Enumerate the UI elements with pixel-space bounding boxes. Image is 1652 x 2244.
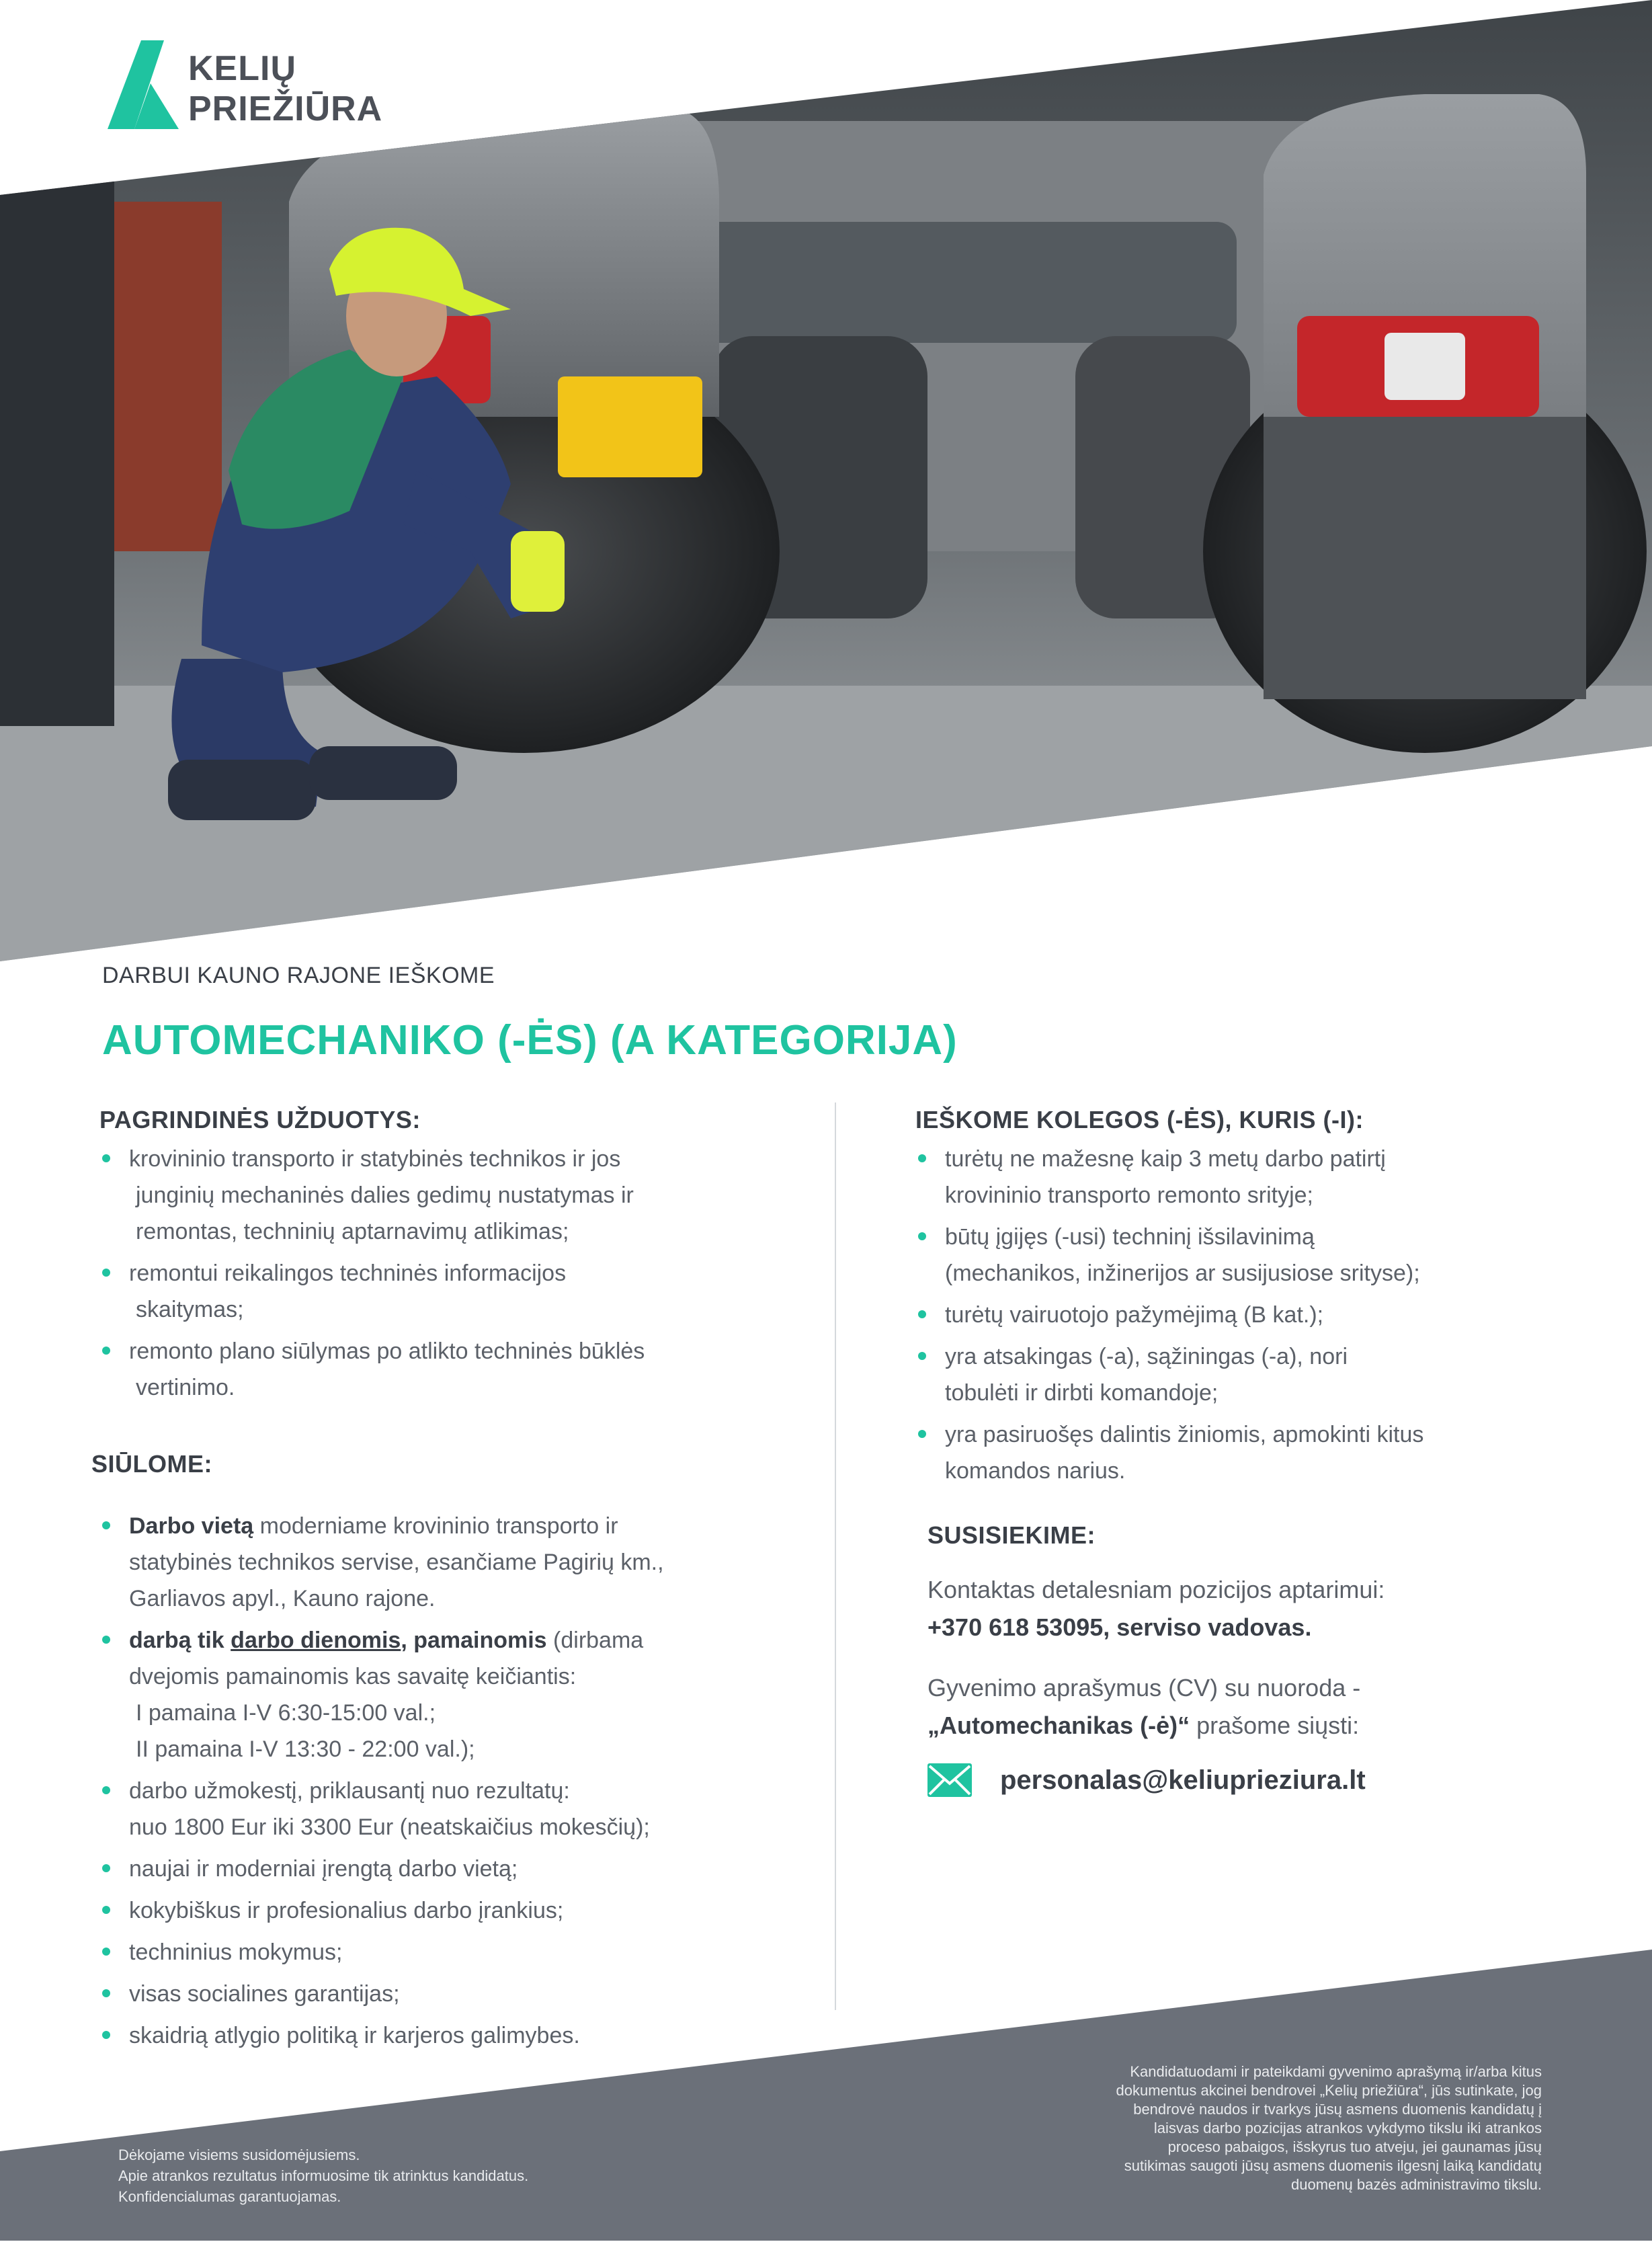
list-item: skaidrią atlygio politiką ir karjeros galimybes.	[99, 2017, 812, 2054]
email-link[interactable]: personalas@keliuprieziura.lt	[1000, 1765, 1366, 1795]
footer-thanks: Dėkojame visiems susidomėjusiems. Apie atrankos rezultatus informuosime tik atrinktus kandidatus. Konfidencialumas garantuojamas.	[118, 2147, 529, 2205]
list-item: darbo užmokestį, priklausantį nuo rezultatų: nuo 1800 Eur iki 3300 Eur (neatskaičius mokesčių);	[99, 1773, 812, 1845]
logo-line-2: PRIEŽIŪRA	[188, 89, 383, 128]
list-item: yra atsakingas (-a), sąžiningas (-a), nori tobulėti ir dirbti komandoje;	[915, 1338, 1561, 1411]
cv-instruction: Gyvenimo aprašymus (CV) su nuoroda -	[927, 1674, 1361, 1701]
offer-heading: SIŪLOME:	[91, 1450, 212, 1478]
requirements-list	[915, 1141, 1561, 1489]
list-item: yra pasiruošęs dalintis žiniomis, apmokinti kitus komandos narius.	[915, 1416, 1561, 1489]
email-row	[927, 1763, 1561, 1797]
footer-privacy-notice: Kandidatuodami ir pateikdami gyvenimo aprašymą ir/arba kitus dokumentus akcinei bendrovei „Kelių priežiūra“, jūs sutinkate, jog bendrovė naudos ir tvarkys jūsų asmens duomenis kandidatų į laisvas darbo pozicijas atrankos vykdymo tikslu iki atrankos proceso pabaigos, išskyrus tuo atveju, jei gaunamas jūsų sutikimas saugoti jūsų asmens duomenis ilgesnį laiką kandidatų duomenų bazės administravimo tikslu.	[1116, 2063, 1542, 2193]
list-item: techninius mokymus;	[99, 1934, 812, 1970]
requirements-heading: IEŠKOME KOLEGOS (-ĖS), KURIS (-I):	[915, 1106, 1364, 1133]
list-item: darbą tik darbo dienomis, pamainomis (dirbama dvejomis pamainomis kas savaitę keičiantis: I pamaina I-V 6:30-15:00 val.; II pamaina I-V 13:30 - 22:00 val.);	[99, 1622, 812, 1767]
logo-text	[188, 48, 382, 129]
contact-phone[interactable]: +370 618 53095, serviso vadovas.	[927, 1613, 1312, 1641]
list-item: turėtų vairuotojo pažymėjimą (B kat.);	[915, 1297, 1561, 1333]
contact-heading: SUSISIEKIME:	[927, 1521, 1096, 1549]
truck-mechanic-illustration	[0, 0, 1652, 961]
list-item: remontui reikalingos techninės informacijos skaitymas;	[99, 1255, 812, 1328]
contact-block	[927, 1571, 1561, 1797]
list-item: Darbo vietą moderniame krovininio transporto ir statybinės technikos servise, esančiame Pagirių km., Garliavos apyl., Kauno rajone.	[99, 1508, 812, 1617]
logo-mark-icon	[108, 40, 181, 134]
contact-line: Kontaktas detalesniam pozicijos aptarimui:	[927, 1576, 1385, 1603]
right-column	[915, 1106, 1561, 1797]
list-item: remonto plano siūlymas po atlikto techninės būklės vertinimo.	[99, 1333, 812, 1406]
list-item: krovininio transporto ir statybinės technikos ir jos junginių mechaninės dalies gedimų nustatymas ir remontas, techninių aptarnavimų atlikimas;	[99, 1141, 812, 1250]
job-title: AUTOMECHANIKO (-ĖS) (A KATEGORIJA)	[102, 1017, 958, 1064]
list-item: visas socialines garantijas;	[99, 1976, 812, 2012]
location-subheading: DARBUI KAUNO RAJONE IEŠKOME	[102, 963, 495, 988]
logo-line-1: KELIŲ	[188, 49, 296, 88]
envelope-icon	[927, 1763, 972, 1797]
column-divider	[835, 1103, 836, 2010]
company-logo	[108, 40, 417, 141]
list-item: būtų įgijęs (-usi) techninį išsilavinimą (mechanikos, inžinerijos ar susijusiose srityse);	[915, 1219, 1561, 1291]
cv-instruction-tail: prašome siųsti:	[1190, 1712, 1360, 1739]
list-item: turėtų ne mažesnę kaip 3 metų darbo patirtį krovininio transporto remonto srityje;	[915, 1141, 1561, 1213]
list-item: kokybiškus ir profesionalius darbo įrankius;	[99, 1892, 812, 1929]
hero-photo	[0, 0, 1652, 961]
cv-subject: „Automechanikas (-ė)“	[927, 1712, 1190, 1739]
list-item: naujai ir moderniai įrengtą darbo vietą;	[99, 1851, 812, 1887]
left-column	[91, 1106, 812, 2054]
tasks-heading: PAGRINDINĖS UŽDUOTYS:	[99, 1106, 421, 1133]
tasks-list	[99, 1141, 812, 1406]
